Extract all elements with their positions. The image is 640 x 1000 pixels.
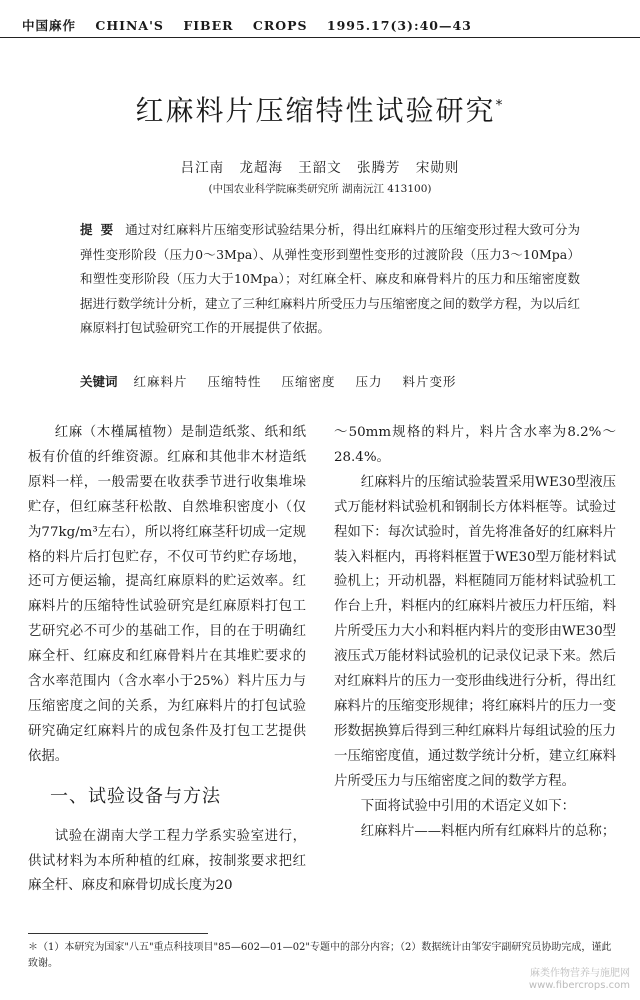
body-paragraph: 红麻料片的压缩试验装置采用WE30型液压式万能材料试验机和钢制长方体料框等。试验过程如下：每次试验时，首先将准备好的红麻料片装入料框内，再将料框置于WE30型万能材料试验机上；开动机器，料框随同万能材料试验机工作台上升，料框内的红麻料片被压力杆压缩，料片所受压力大小和料框内料片的变形由WE30型液压式万能材料试验机的记录仪记录下来。然后对红麻料片的压力一变形曲线进行分析，得出红麻料片的压缩变形规律；将红麻料片的压力一变形数据换算后得到三种红麻料片每组试验的压力一压缩密度值，通过数学统计分析，建立红麻料片所受压力与压缩密度之间的数学方程。 (334, 474, 616, 789)
body-paragraph: 红麻料片——料框内所有红麻料片的总称； (360, 823, 616, 839)
abstract-text: 通过对红麻料片压缩变形试验结果分析，得出红麻料片的压缩变形过程大致可分为弹性变形阶段（压力0～3Mpa）、从弹性变形到塑性变形的过渡阶段（压力3～10Mpa）和塑性变形阶段（压力大于10Mpa）；对红麻全杆、麻皮和麻骨料片的压力和压缩密度数据进行数学统计分析，建立了三种红麻料片所受压力与压缩密度之间的数学方程，为以后红麻原料打包试验研究工作的开展提供了依据。 (80, 222, 581, 336)
body-paragraph: 试验在湖南大学工程力学系实验室进行，供试材料为本所种植的红麻，按制浆要求把红麻全杆、麻皮和麻骨切成长度为20 (28, 828, 306, 894)
section-heading: 一、试验设备与方法 (50, 785, 221, 807)
watermark (529, 968, 630, 992)
header-rule (0, 37, 640, 38)
journal-header (22, 16, 618, 34)
abstract-label: 提要 (80, 222, 122, 237)
abstract (80, 218, 580, 341)
journal-name-cn: 中国麻作 (22, 18, 77, 33)
keyword: 料片变形 (402, 374, 457, 389)
keyword: 压缩密度 (281, 374, 336, 389)
body-column-left (28, 421, 306, 899)
author-list: 吕江南 龙超海 王韶文 张腾芳 宋勋则 (180, 160, 460, 176)
journal-name-en-1: CHINA'S (95, 18, 164, 33)
keyword: 红麻料片 (133, 374, 188, 389)
paper-title (0, 89, 640, 129)
keyword: 压力 (355, 374, 383, 389)
paper-title-text: 红麻料片压缩特性试验研究 (135, 94, 496, 127)
body-paragraph: 下面将试验中引用的术语定义如下： (360, 798, 576, 814)
watermark-line: 麻类作物营养与施肥网 (530, 968, 630, 979)
body-column-right (334, 421, 616, 844)
footnote-rule (28, 933, 208, 934)
title-footnote-mark: * (495, 97, 505, 114)
affiliation: (中国农业科学院麻类研究所 湖南沅江 413100) (208, 183, 432, 195)
keywords (80, 372, 580, 390)
journal-name-en-3: CROPS (252, 18, 308, 33)
journal-name-en-2: FIBER (183, 18, 234, 33)
body-paragraph: 红麻（木槿属植物）是制造纸浆、纸和纸板有价值的纤维资源。红麻和其他非木材造纸原料一样，一般需要在收获季节进行收集堆垛贮存，但红麻茎秆松散、自然堆积密度小（仅为77kg/m³左右），所以将红麻茎秆切成一定规格的料片后打包贮存，不仅可节约贮存场地，还可方便运输，提高红麻原料的贮运效率。红麻料片的压缩特性试验研究是红麻原料打包工艺研究必不可少的基础工作，目的在于明确红麻全杆、红麻皮和红麻骨料片在其堆贮要求的含水率范围内（含水率小于25%）料片压力与压缩密度之间的关系，为红麻料片的打包试验研究确定红麻料片的成包条件及打包工艺提供依据。 (28, 425, 306, 764)
keyword: 压缩特性 (207, 374, 262, 389)
keywords-label: 关键词 (80, 374, 118, 389)
footnote: ＊（1）本研究为国家"八五"重点科技项目"85—602—01—02"专题中的部分内容；（2）数据统计由邹安宇副研究员协助完成，谨此致谢。 (28, 942, 612, 969)
body-paragraph: ～50mm规格的料片，料片含水率为8.2%～28.4%。 (334, 425, 616, 465)
watermark-line: www.fibercrops.com (528, 980, 630, 991)
journal-citation: 1995.17(3):40—43 (326, 18, 472, 33)
